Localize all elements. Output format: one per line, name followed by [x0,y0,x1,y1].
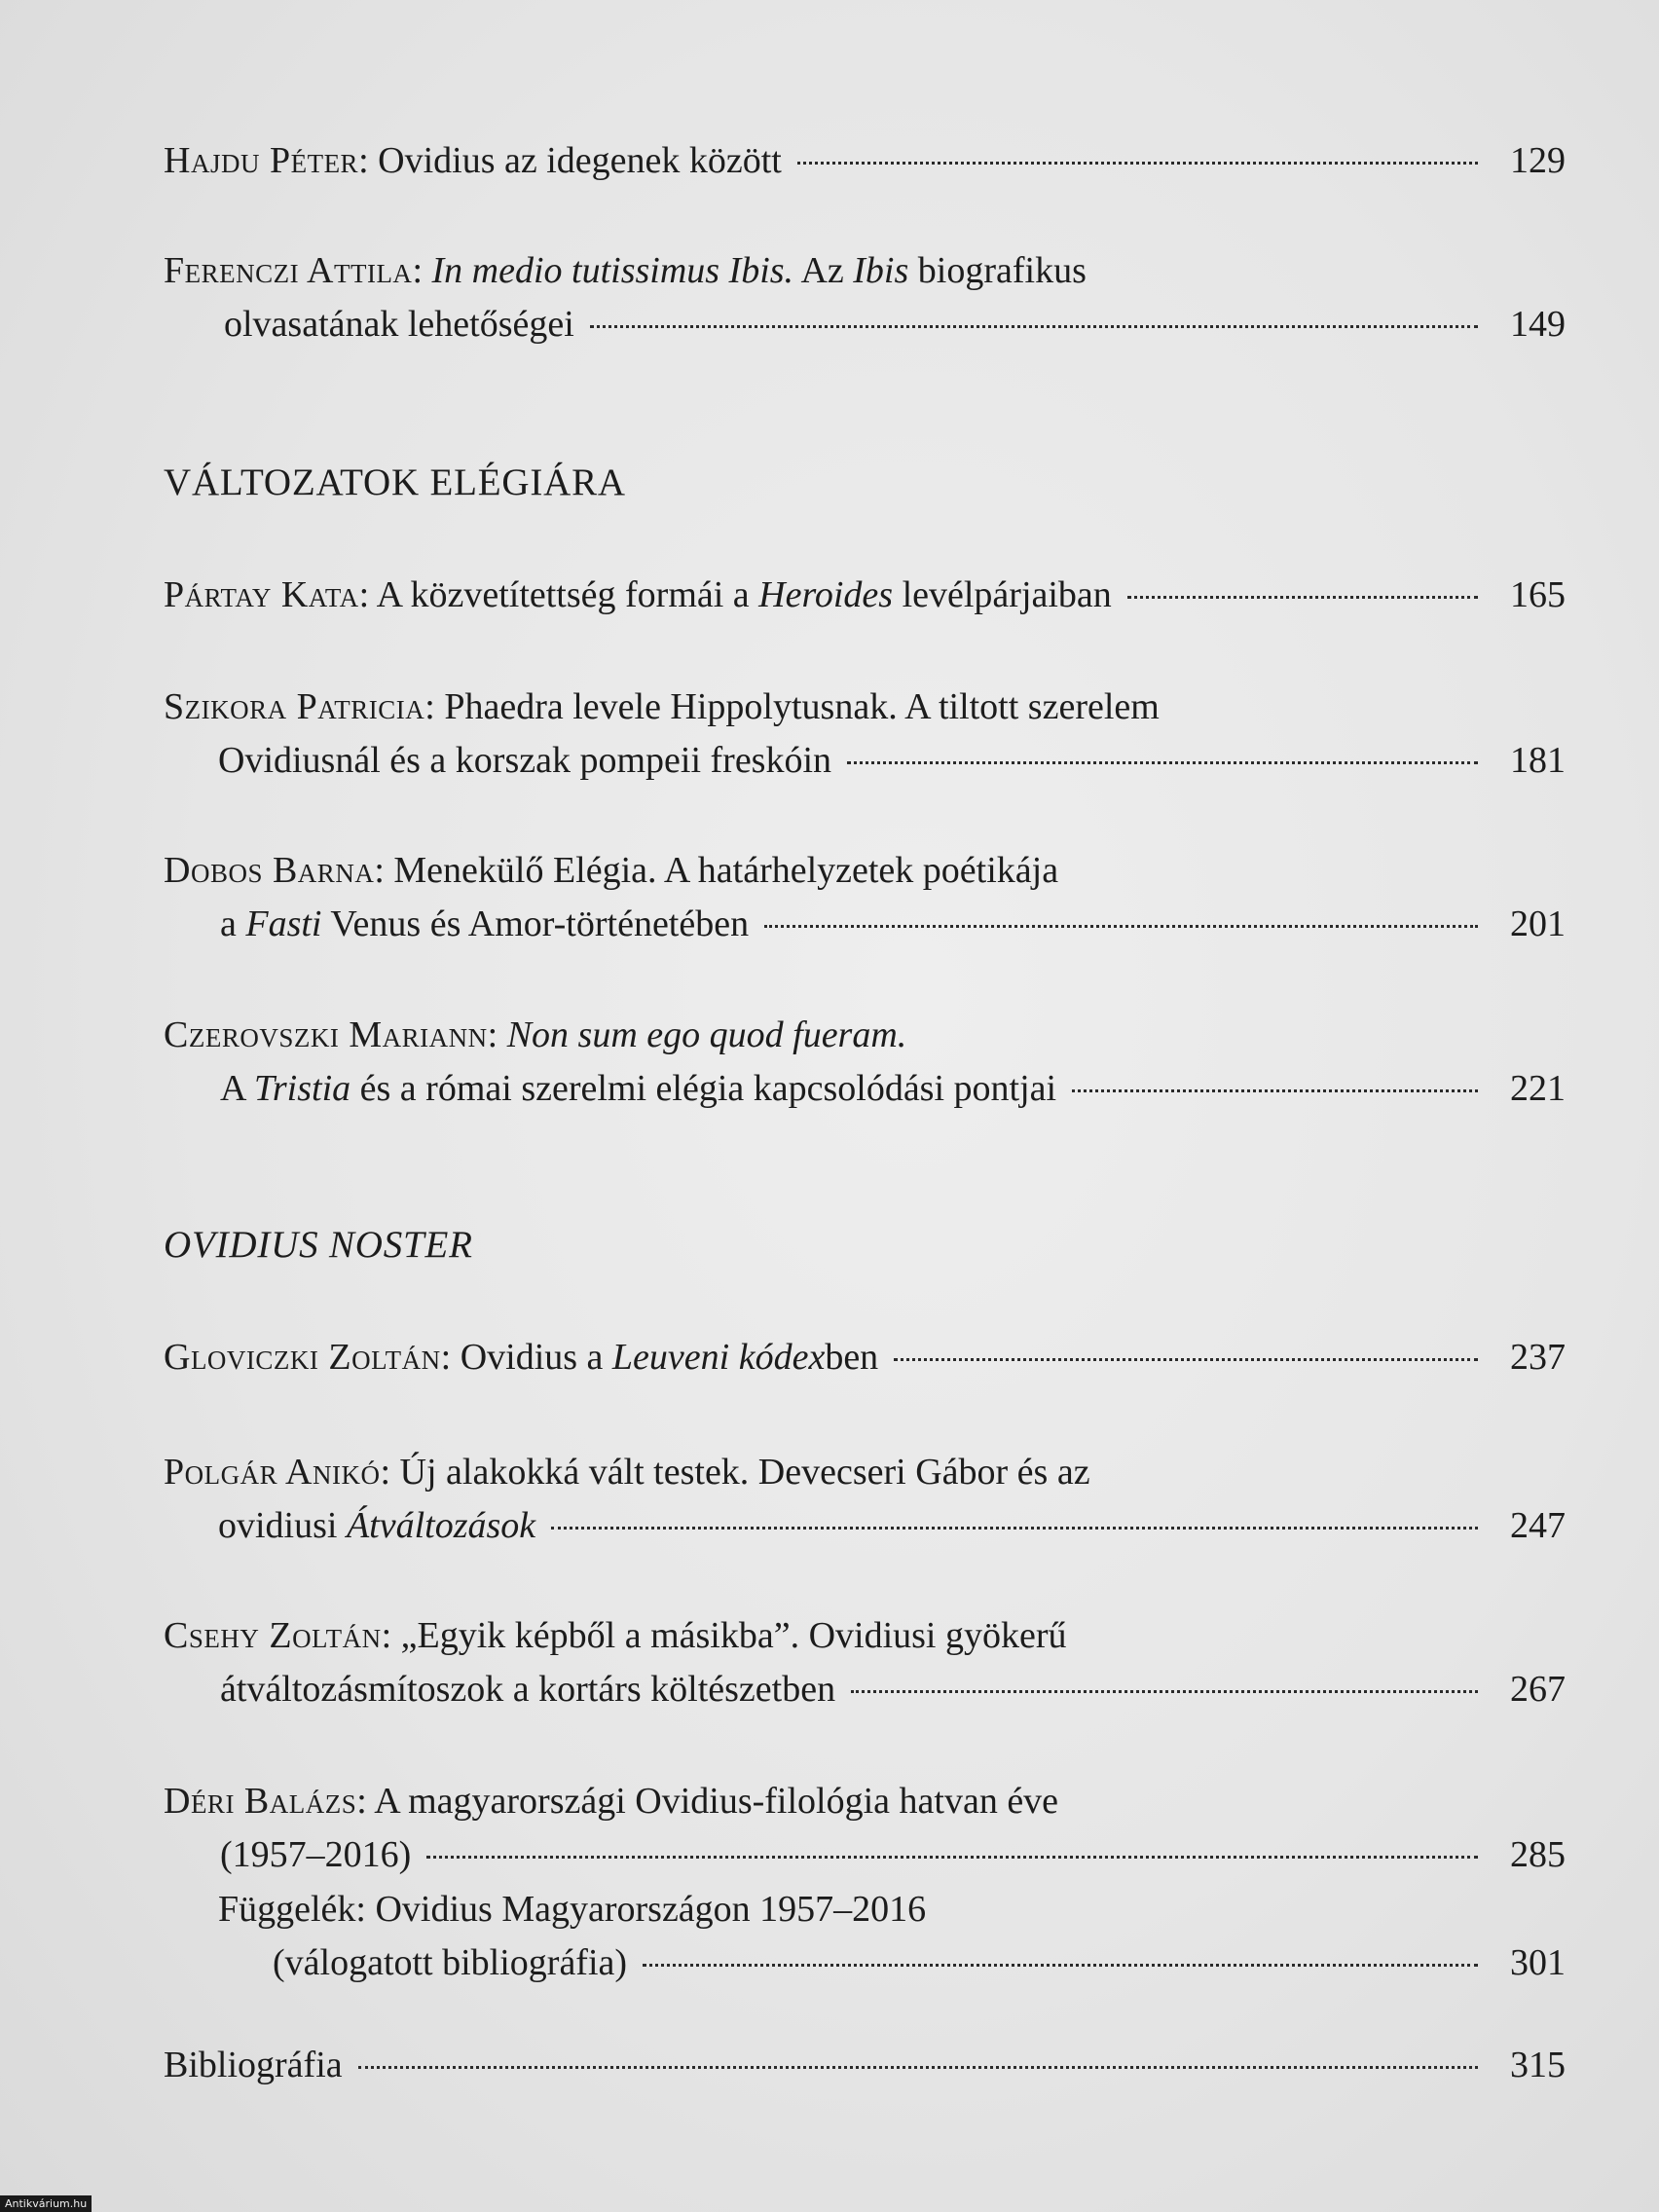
dot-leader [590,325,1478,328]
entry-line [164,1062,1566,1116]
entry-line [164,1663,1566,1716]
dot-leader [551,1527,1478,1530]
title-segment: olvasatának lehetőségei [224,304,574,345]
title-segment: Bibliográfia [164,2045,343,2085]
dot-leader [1127,596,1478,599]
title-segment: Tristia [253,1068,351,1109]
entry-title-text: Ferenczi Attila: In medio tutissimus Ibis. Az Ibis biografikus [164,250,1087,291]
toc-entry[interactable] [164,244,1566,351]
toc-entry[interactable] [164,844,1566,951]
page-number: 149 [1510,304,1566,345]
section-heading: VÁLTOZATOK ELÉGIÁRA [164,461,626,503]
page-number: 201 [1510,903,1566,944]
entry-line [164,1446,1566,1499]
author-name: Dobos Barna [164,850,375,891]
dot-leader [643,1964,1478,1967]
toc-entry[interactable] [164,1609,1566,1716]
toc-entry[interactable] [164,1009,1566,1116]
title-segment: Ovidius az idegenek között [378,140,782,181]
toc-entry[interactable] [164,1775,1566,1882]
page-number: 129 [1510,140,1566,181]
page-number: 221 [1510,1068,1566,1109]
title-segment: levélpárjaiban [893,574,1112,615]
title-segment: (válogatott bibliográfia) [273,1942,628,1983]
title-segment: A [220,1068,254,1109]
title-segment: és a római szerelmi elégia kapcsolódási pontjai [350,1068,1057,1109]
author-name: Csehy Zoltán [164,1615,382,1656]
entry-title-text: Czerovszki Mariann: Non sum ego quod fueram. [164,1014,907,1055]
title-segment: biografikus [908,250,1087,291]
title-segment: Átváltozások [346,1505,536,1546]
title-segment: Fasti [245,903,322,944]
toc-entry[interactable] [164,134,1566,188]
page-number: 301 [1510,1942,1566,1983]
title-segment: a [220,903,246,944]
entry-line [164,1828,1566,1882]
author-name: Czerovszki Mariann [164,1014,488,1055]
entry-title-text [164,2039,343,2092]
entry-line [164,681,1566,734]
page-number: 165 [1510,574,1566,615]
dot-leader [764,925,1478,928]
author-name: Pártay Kata [164,574,359,615]
entry-line [164,2039,1566,2092]
title-segment: Függelék: Ovidius Magyarországon 1957–2016 [218,1889,927,1930]
entry-line [164,898,1566,951]
entry-title-text [224,298,574,351]
dot-leader [358,2066,1478,2069]
page-number: 267 [1510,1669,1566,1710]
entry-title-text: Dobos Barna: Menekülő Elégia. A határhelyzetek poétikája [164,850,1059,891]
entry-line [164,1009,1566,1062]
entry-title-text: Gloviczki Zoltán: Ovidius a Leuveni kódexben [164,1337,879,1378]
entry-line [164,734,1566,788]
entry-line [218,1883,1566,1936]
author-name: Hajdu Péter [164,140,359,181]
author-name: Gloviczki Zoltán [164,1337,441,1378]
title-segment: (1957–2016) [220,1834,412,1875]
entry-title-text: Polgár Anikó: Új alakokká vált testek. Devecseri Gábor és az [164,1452,1090,1493]
dot-leader [797,162,1478,165]
toc-entry[interactable] [164,1446,1566,1553]
title-segment: Venus és Amor-történetében [321,903,750,944]
author-name: Déri Balázs [164,1781,357,1822]
title-segment: Heroides [758,574,894,615]
entry-title-text [220,1663,835,1716]
dot-leader [851,1690,1478,1693]
title-segment: Leuveni kódex [611,1337,826,1378]
entry-line [164,569,1566,622]
title-segment: In medio tutissimus Ibis. [431,250,794,291]
entry-title-text: Csehy Zoltán: „Egyik képből a másikba”. Ovidiusi gyökerű [164,1615,1067,1656]
page-number: 285 [1510,1834,1566,1875]
title-segment: Menekülő Elégia. A határhelyzetek poétikája [393,850,1059,891]
entry-line [218,1936,1566,1990]
entry-title-text [220,1062,1056,1116]
entry-title-text [220,1828,411,1882]
entry-title-text [218,734,831,788]
entry-line [164,1331,1566,1384]
entry-line [164,1775,1566,1828]
toc-entry[interactable] [164,1331,1566,1384]
title-segment: Új alakokká vált testek. Devecseri Gábor és az [399,1452,1090,1493]
dot-leader [426,1856,1478,1859]
toc-entry[interactable] [164,2039,1566,2092]
title-segment: A magyarországi Ovidius-filológia hatvan éve [374,1781,1059,1822]
title-segment: Phaedra levele Hippolytusnak. A tiltott szerelem [444,686,1160,727]
title-segment: ben [825,1337,879,1378]
entry-title-text [220,898,749,951]
entry-title-text: Szikora Patricia: Phaedra levele Hippolytusnak. A tiltott szerelem [164,686,1160,727]
page-number: 247 [1510,1505,1566,1546]
dot-leader [894,1358,1478,1361]
dot-leader [1072,1089,1478,1092]
title-segment: Az [793,250,854,291]
site-watermark: Antikvárium.hu [0,2195,92,2212]
author-name: Szikora Patricia [164,686,425,727]
title-segment: Non sum ego quod fueram. [506,1014,907,1055]
author-name: Ferenczi Attila [164,250,413,291]
dot-leader [847,761,1478,764]
entry-line [164,244,1566,298]
entry-title-text: Hajdu Péter: Ovidius az idegenek között [164,140,782,181]
title-segment: Ovidius a [460,1337,612,1378]
entry-title-text: Déri Balázs: A magyarországi Ovidius-filológia hatvan éve [164,1781,1059,1822]
entry-title-text: Pártay Kata: A közvetítettség formái a Heroides levélpárjaiban [164,574,1112,615]
entry-title-text [218,1499,535,1553]
title-segment: Ibis [853,250,909,291]
title-segment: A közvetítettség formái a [376,574,759,615]
title-segment: Ovidiusnál és a korszak pompeii freskóin [218,740,832,781]
section-heading: OVIDIUS NOSTER [164,1224,473,1266]
page-number: 315 [1510,2045,1566,2085]
entry-line [164,1609,1566,1663]
author-name: Polgár Anikó [164,1452,381,1493]
page-number: 237 [1510,1337,1566,1378]
entry-line [164,134,1566,188]
toc-entry[interactable] [218,1883,1566,1990]
entry-title-text [218,1889,926,1930]
toc-entry[interactable] [164,569,1566,622]
title-segment: átváltozásmítoszok a kortárs költészetben [220,1669,836,1710]
title-segment: „Egyik képből a másikba”. Ovidiusi gyökerű [400,1615,1067,1656]
entry-line [164,844,1566,898]
entry-line [164,298,1566,351]
entry-title-text [273,1936,627,1990]
page-number: 181 [1510,740,1566,781]
toc-entry[interactable] [164,681,1566,788]
title-segment: ovidiusi [218,1505,347,1546]
entry-line [164,1499,1566,1553]
